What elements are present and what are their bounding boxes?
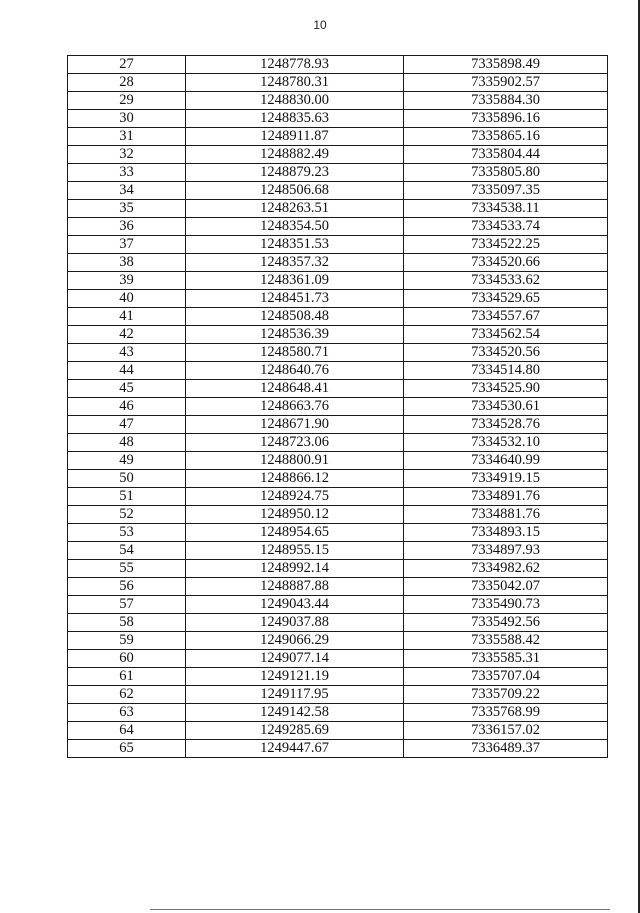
table-row <box>68 632 608 650</box>
point-number-cell: 32 <box>68 146 186 164</box>
table-row <box>68 344 608 362</box>
x-coordinate-cell: 1248954.65 <box>186 524 404 542</box>
point-number-cell: 35 <box>68 200 186 218</box>
y-coordinate-cell: 7335865.16 <box>404 128 608 146</box>
point-number-cell: 27 <box>68 56 186 74</box>
table-row <box>68 614 608 632</box>
table-row <box>68 236 608 254</box>
coordinates-table <box>67 55 608 758</box>
point-number-cell: 53 <box>68 524 186 542</box>
table-row <box>68 506 608 524</box>
y-coordinate-cell: 7334538.11 <box>404 200 608 218</box>
point-number-cell: 45 <box>68 380 186 398</box>
y-coordinate-cell: 7334520.56 <box>404 344 608 362</box>
x-coordinate-cell: 1248992.14 <box>186 560 404 578</box>
x-coordinate-cell: 1248354.50 <box>186 218 404 236</box>
x-coordinate-cell: 1248950.12 <box>186 506 404 524</box>
y-coordinate-cell: 7334557.67 <box>404 308 608 326</box>
y-coordinate-cell: 7334640.99 <box>404 452 608 470</box>
point-number-cell: 51 <box>68 488 186 506</box>
y-coordinate-cell: 7334897.93 <box>404 542 608 560</box>
point-number-cell: 40 <box>68 290 186 308</box>
x-coordinate-cell: 1248671.90 <box>186 416 404 434</box>
table-row <box>68 722 608 740</box>
table-row <box>68 308 608 326</box>
table-row <box>68 128 608 146</box>
x-coordinate-cell: 1248911.87 <box>186 128 404 146</box>
point-number-cell: 46 <box>68 398 186 416</box>
x-coordinate-cell: 1249117.95 <box>186 686 404 704</box>
point-number-cell: 39 <box>68 272 186 290</box>
y-coordinate-cell: 7334881.76 <box>404 506 608 524</box>
point-number-cell: 50 <box>68 470 186 488</box>
point-number-cell: 31 <box>68 128 186 146</box>
x-coordinate-cell: 1248361.09 <box>186 272 404 290</box>
table-row <box>68 254 608 272</box>
y-coordinate-cell: 7335492.56 <box>404 614 608 632</box>
point-number-cell: 65 <box>68 740 186 758</box>
x-coordinate-cell: 1248640.76 <box>186 362 404 380</box>
table-row <box>68 686 608 704</box>
x-coordinate-cell: 1248357.32 <box>186 254 404 272</box>
x-coordinate-cell: 1248882.49 <box>186 146 404 164</box>
point-number-cell: 43 <box>68 344 186 362</box>
table-row <box>68 398 608 416</box>
x-coordinate-cell: 1248723.06 <box>186 434 404 452</box>
y-coordinate-cell: 7334514.80 <box>404 362 608 380</box>
table-row <box>68 362 608 380</box>
x-coordinate-cell: 1248580.71 <box>186 344 404 362</box>
page-number: 10 <box>313 18 327 32</box>
table-row <box>68 524 608 542</box>
table-row <box>68 92 608 110</box>
point-number-cell: 36 <box>68 218 186 236</box>
y-coordinate-cell: 7335585.31 <box>404 650 608 668</box>
x-coordinate-cell: 1248451.73 <box>186 290 404 308</box>
table-row <box>68 740 608 758</box>
table-row <box>68 218 608 236</box>
y-coordinate-cell: 7336489.37 <box>404 740 608 758</box>
y-coordinate-cell: 7336157.02 <box>404 722 608 740</box>
y-coordinate-cell: 7334891.76 <box>404 488 608 506</box>
y-coordinate-cell: 7335884.30 <box>404 92 608 110</box>
x-coordinate-cell: 1249037.88 <box>186 614 404 632</box>
y-coordinate-cell: 7334522.25 <box>404 236 608 254</box>
y-coordinate-cell: 7334530.61 <box>404 398 608 416</box>
table-row <box>68 74 608 92</box>
point-number-cell: 61 <box>68 668 186 686</box>
x-coordinate-cell: 1248780.31 <box>186 74 404 92</box>
x-coordinate-cell: 1249043.44 <box>186 596 404 614</box>
x-coordinate-cell: 1248506.68 <box>186 182 404 200</box>
y-coordinate-cell: 7335490.73 <box>404 596 608 614</box>
y-coordinate-cell: 7335805.80 <box>404 164 608 182</box>
x-coordinate-cell: 1248663.76 <box>186 398 404 416</box>
y-coordinate-cell: 7334528.76 <box>404 416 608 434</box>
y-coordinate-cell: 7334919.15 <box>404 470 608 488</box>
point-number-cell: 47 <box>68 416 186 434</box>
x-coordinate-cell: 1249285.69 <box>186 722 404 740</box>
y-coordinate-cell: 7334562.54 <box>404 326 608 344</box>
table-row <box>68 416 608 434</box>
y-coordinate-cell: 7334532.10 <box>404 434 608 452</box>
table-row <box>68 488 608 506</box>
point-number-cell: 62 <box>68 686 186 704</box>
table-row <box>68 164 608 182</box>
x-coordinate-cell: 1248830.00 <box>186 92 404 110</box>
x-coordinate-cell: 1248536.39 <box>186 326 404 344</box>
y-coordinate-cell: 7335902.57 <box>404 74 608 92</box>
point-number-cell: 33 <box>68 164 186 182</box>
y-coordinate-cell: 7334520.66 <box>404 254 608 272</box>
y-coordinate-cell: 7335709.22 <box>404 686 608 704</box>
table-row <box>68 110 608 128</box>
table-row <box>68 560 608 578</box>
x-coordinate-cell: 1248879.23 <box>186 164 404 182</box>
table-row <box>68 326 608 344</box>
y-coordinate-cell: 7334533.62 <box>404 272 608 290</box>
x-coordinate-cell: 1249066.29 <box>186 632 404 650</box>
point-number-cell: 34 <box>68 182 186 200</box>
x-coordinate-cell: 1249142.58 <box>186 704 404 722</box>
y-coordinate-cell: 7334525.90 <box>404 380 608 398</box>
table-row <box>68 596 608 614</box>
x-coordinate-cell: 1248263.51 <box>186 200 404 218</box>
point-number-cell: 37 <box>68 236 186 254</box>
y-coordinate-cell: 7335707.04 <box>404 668 608 686</box>
coordinates-table-body <box>68 56 608 758</box>
y-coordinate-cell: 7335898.49 <box>404 56 608 74</box>
table-row <box>68 200 608 218</box>
x-coordinate-cell: 1248955.15 <box>186 542 404 560</box>
point-number-cell: 60 <box>68 650 186 668</box>
x-coordinate-cell: 1248924.75 <box>186 488 404 506</box>
page-bottom-rule <box>150 909 610 910</box>
y-coordinate-cell: 7335042.07 <box>404 578 608 596</box>
x-coordinate-cell: 1248778.93 <box>186 56 404 74</box>
x-coordinate-cell: 1248800.91 <box>186 452 404 470</box>
y-coordinate-cell: 7334529.65 <box>404 290 608 308</box>
point-number-cell: 30 <box>68 110 186 128</box>
table-row <box>68 704 608 722</box>
point-number-cell: 48 <box>68 434 186 452</box>
table-row <box>68 452 608 470</box>
table-row <box>68 542 608 560</box>
point-number-cell: 28 <box>68 74 186 92</box>
y-coordinate-cell: 7335896.16 <box>404 110 608 128</box>
y-coordinate-cell: 7334982.62 <box>404 560 608 578</box>
point-number-cell: 55 <box>68 560 186 578</box>
x-coordinate-cell: 1248648.41 <box>186 380 404 398</box>
table-row <box>68 668 608 686</box>
x-coordinate-cell: 1249447.67 <box>186 740 404 758</box>
x-coordinate-cell: 1248887.88 <box>186 578 404 596</box>
point-number-cell: 41 <box>68 308 186 326</box>
point-number-cell: 64 <box>68 722 186 740</box>
point-number-cell: 42 <box>68 326 186 344</box>
x-coordinate-cell: 1248508.48 <box>186 308 404 326</box>
point-number-cell: 49 <box>68 452 186 470</box>
y-coordinate-cell: 7335097.35 <box>404 182 608 200</box>
table-row <box>68 272 608 290</box>
table-row <box>68 470 608 488</box>
x-coordinate-cell: 1249077.14 <box>186 650 404 668</box>
point-number-cell: 44 <box>68 362 186 380</box>
y-coordinate-cell: 7335804.44 <box>404 146 608 164</box>
point-number-cell: 29 <box>68 92 186 110</box>
point-number-cell: 57 <box>68 596 186 614</box>
point-number-cell: 59 <box>68 632 186 650</box>
point-number-cell: 52 <box>68 506 186 524</box>
point-number-cell: 56 <box>68 578 186 596</box>
point-number-cell: 63 <box>68 704 186 722</box>
x-coordinate-cell: 1248835.63 <box>186 110 404 128</box>
table-row <box>68 290 608 308</box>
table-row <box>68 380 608 398</box>
table-row <box>68 56 608 74</box>
point-number-cell: 54 <box>68 542 186 560</box>
x-coordinate-cell: 1248351.53 <box>186 236 404 254</box>
point-number-cell: 38 <box>68 254 186 272</box>
table-row <box>68 650 608 668</box>
table-row <box>68 434 608 452</box>
point-number-cell: 58 <box>68 614 186 632</box>
y-coordinate-cell: 7335588.42 <box>404 632 608 650</box>
table-row <box>68 578 608 596</box>
y-coordinate-cell: 7334533.74 <box>404 218 608 236</box>
table-row <box>68 182 608 200</box>
x-coordinate-cell: 1249121.19 <box>186 668 404 686</box>
x-coordinate-cell: 1248866.12 <box>186 470 404 488</box>
table-row <box>68 146 608 164</box>
y-coordinate-cell: 7334893.15 <box>404 524 608 542</box>
y-coordinate-cell: 7335768.99 <box>404 704 608 722</box>
